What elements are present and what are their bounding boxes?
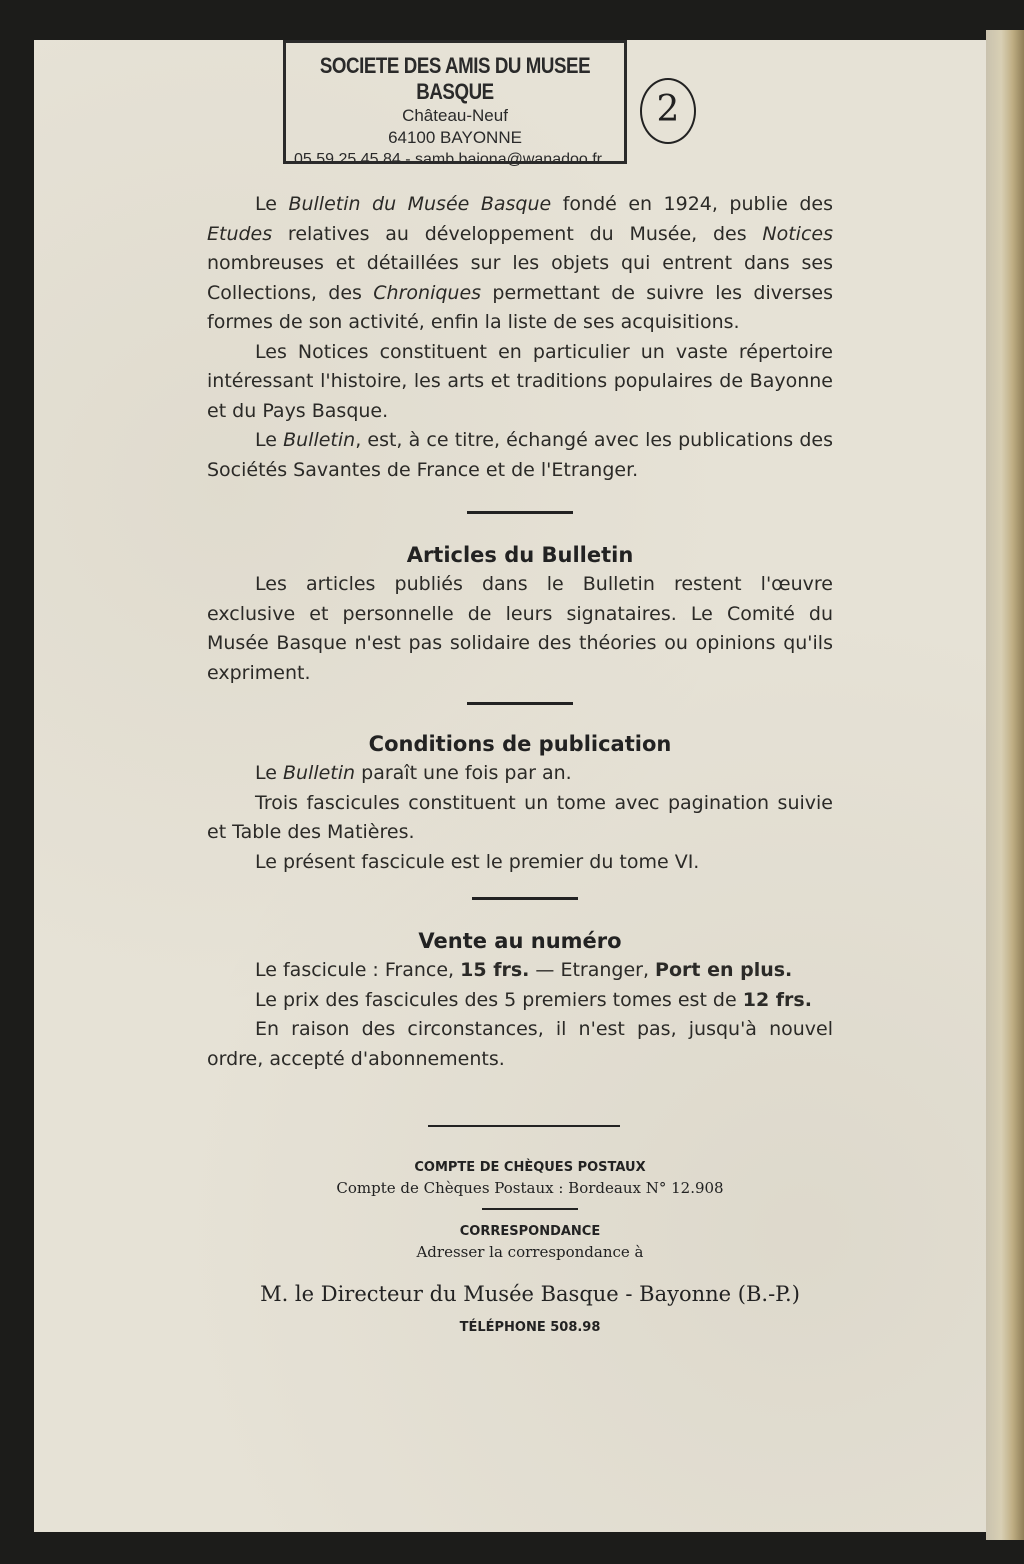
text-segment: fondé en 1924, publie des bbox=[551, 193, 833, 215]
text-segment: , est, à ce titre, échangé avec les publications des Sociétés Savantes de France et de l'Etranger. bbox=[207, 429, 833, 481]
stamp-line: 64100 BAYONNE bbox=[388, 128, 522, 147]
intro-paragraph bbox=[207, 190, 833, 338]
address: M. le Directeur du Musée Basque - Bayonne (B.-P.) bbox=[260, 1282, 800, 1306]
intro-paragraph bbox=[207, 426, 833, 485]
correspondance-text: Adresser la correspondance à bbox=[416, 1243, 644, 1261]
text-segment: Le fascicule : France, bbox=[255, 959, 461, 981]
divider bbox=[482, 1208, 578, 1210]
intro-paragraph: Les Notices constituent en particulier un vaste répertoire intéressant l'histoire, les arts et traditions populaires de Bayonne et du Pays Basque. bbox=[207, 340, 833, 422]
telephone: TÉLÉPHONE 508.98 bbox=[459, 1320, 601, 1335]
text-segment: relatives au développement du Musée, des bbox=[272, 222, 763, 245]
text-segment: Le prix des fascicules des 5 premiers tomes est de bbox=[255, 988, 743, 1011]
text-segment: Bulletin bbox=[282, 762, 356, 784]
text-segment: Notices bbox=[762, 222, 833, 245]
handwritten-page-mark: 2 bbox=[640, 78, 696, 144]
library-stamp bbox=[283, 40, 627, 168]
text-segment: Port en plus. bbox=[655, 959, 793, 981]
vente-paragraph bbox=[207, 956, 833, 986]
text-segment: Le bbox=[255, 429, 284, 451]
main-text bbox=[207, 190, 833, 1074]
vente-heading: Vente au numéro bbox=[418, 929, 622, 953]
text-segment: 15 frs. bbox=[460, 959, 530, 981]
text-segment: paraît une fois par an. bbox=[355, 762, 572, 784]
articles-heading: Articles du Bulletin bbox=[406, 543, 634, 567]
articles-paragraph: Les articles publiés dans le Bulletin restent l'œuvre exclusive et personnelle de leurs signataires. Le Comité du Musée Basque n'est pas solidaire des théories ou opinions qu'ils expriment. bbox=[207, 573, 833, 684]
divider bbox=[467, 702, 573, 705]
book-spine bbox=[986, 30, 1024, 1540]
divider bbox=[472, 897, 578, 900]
ccp-text: Compte de Chèques Postaux : Bordeaux N° 12.908 bbox=[336, 1179, 724, 1197]
text-segment: Bulletin du Musée Basque bbox=[288, 193, 552, 215]
text-segment: Bulletin bbox=[283, 429, 356, 451]
text-segment: Etudes bbox=[207, 222, 273, 245]
correspondance-heading: CORRESPONDANCE bbox=[459, 1224, 601, 1239]
text-segment: Le bbox=[255, 193, 289, 215]
footer bbox=[230, 1158, 830, 1262]
ccp-heading: COMPTE DE CHÈQUES POSTAUX bbox=[414, 1160, 646, 1175]
text-segment: permettant de suivre les diverses formes de son activité, enfin la liste de ses acquisitions. bbox=[207, 281, 833, 333]
text-segment: Le bbox=[255, 762, 283, 784]
stamp-title: SOCIETE DES AMIS DU MUSEE BASQUE bbox=[319, 53, 591, 104]
vente-paragraph: En raison des circonstances, il n'est pas, jusqu'à nouvel ordre, accepté d'abonnements. bbox=[207, 1018, 833, 1070]
divider bbox=[467, 511, 573, 514]
divider bbox=[428, 1125, 620, 1127]
vente-paragraph bbox=[207, 986, 833, 1016]
text-segment: nombreuses et détaillées sur les objets qui entrent dans ses Collections, des bbox=[207, 252, 833, 304]
stamp-line: Château-Neuf bbox=[402, 106, 508, 125]
text-segment: 12 frs. bbox=[742, 988, 812, 1011]
conditions-heading: Conditions de publication bbox=[368, 732, 672, 756]
text-segment: — Etranger, bbox=[529, 959, 656, 981]
conditions-paragraph: Le présent fascicule est le premier du tome VI. bbox=[255, 850, 700, 873]
stamp-line: 05 59 25 45 84 - samb.baiona@wanadoo.fr bbox=[294, 151, 603, 168]
text-segment: Chroniques bbox=[373, 281, 482, 304]
conditions-paragraph bbox=[207, 759, 833, 789]
conditions-paragraph: Trois fascicules constituent un tome avec pagination suivie et Table des Matières. bbox=[207, 791, 833, 843]
